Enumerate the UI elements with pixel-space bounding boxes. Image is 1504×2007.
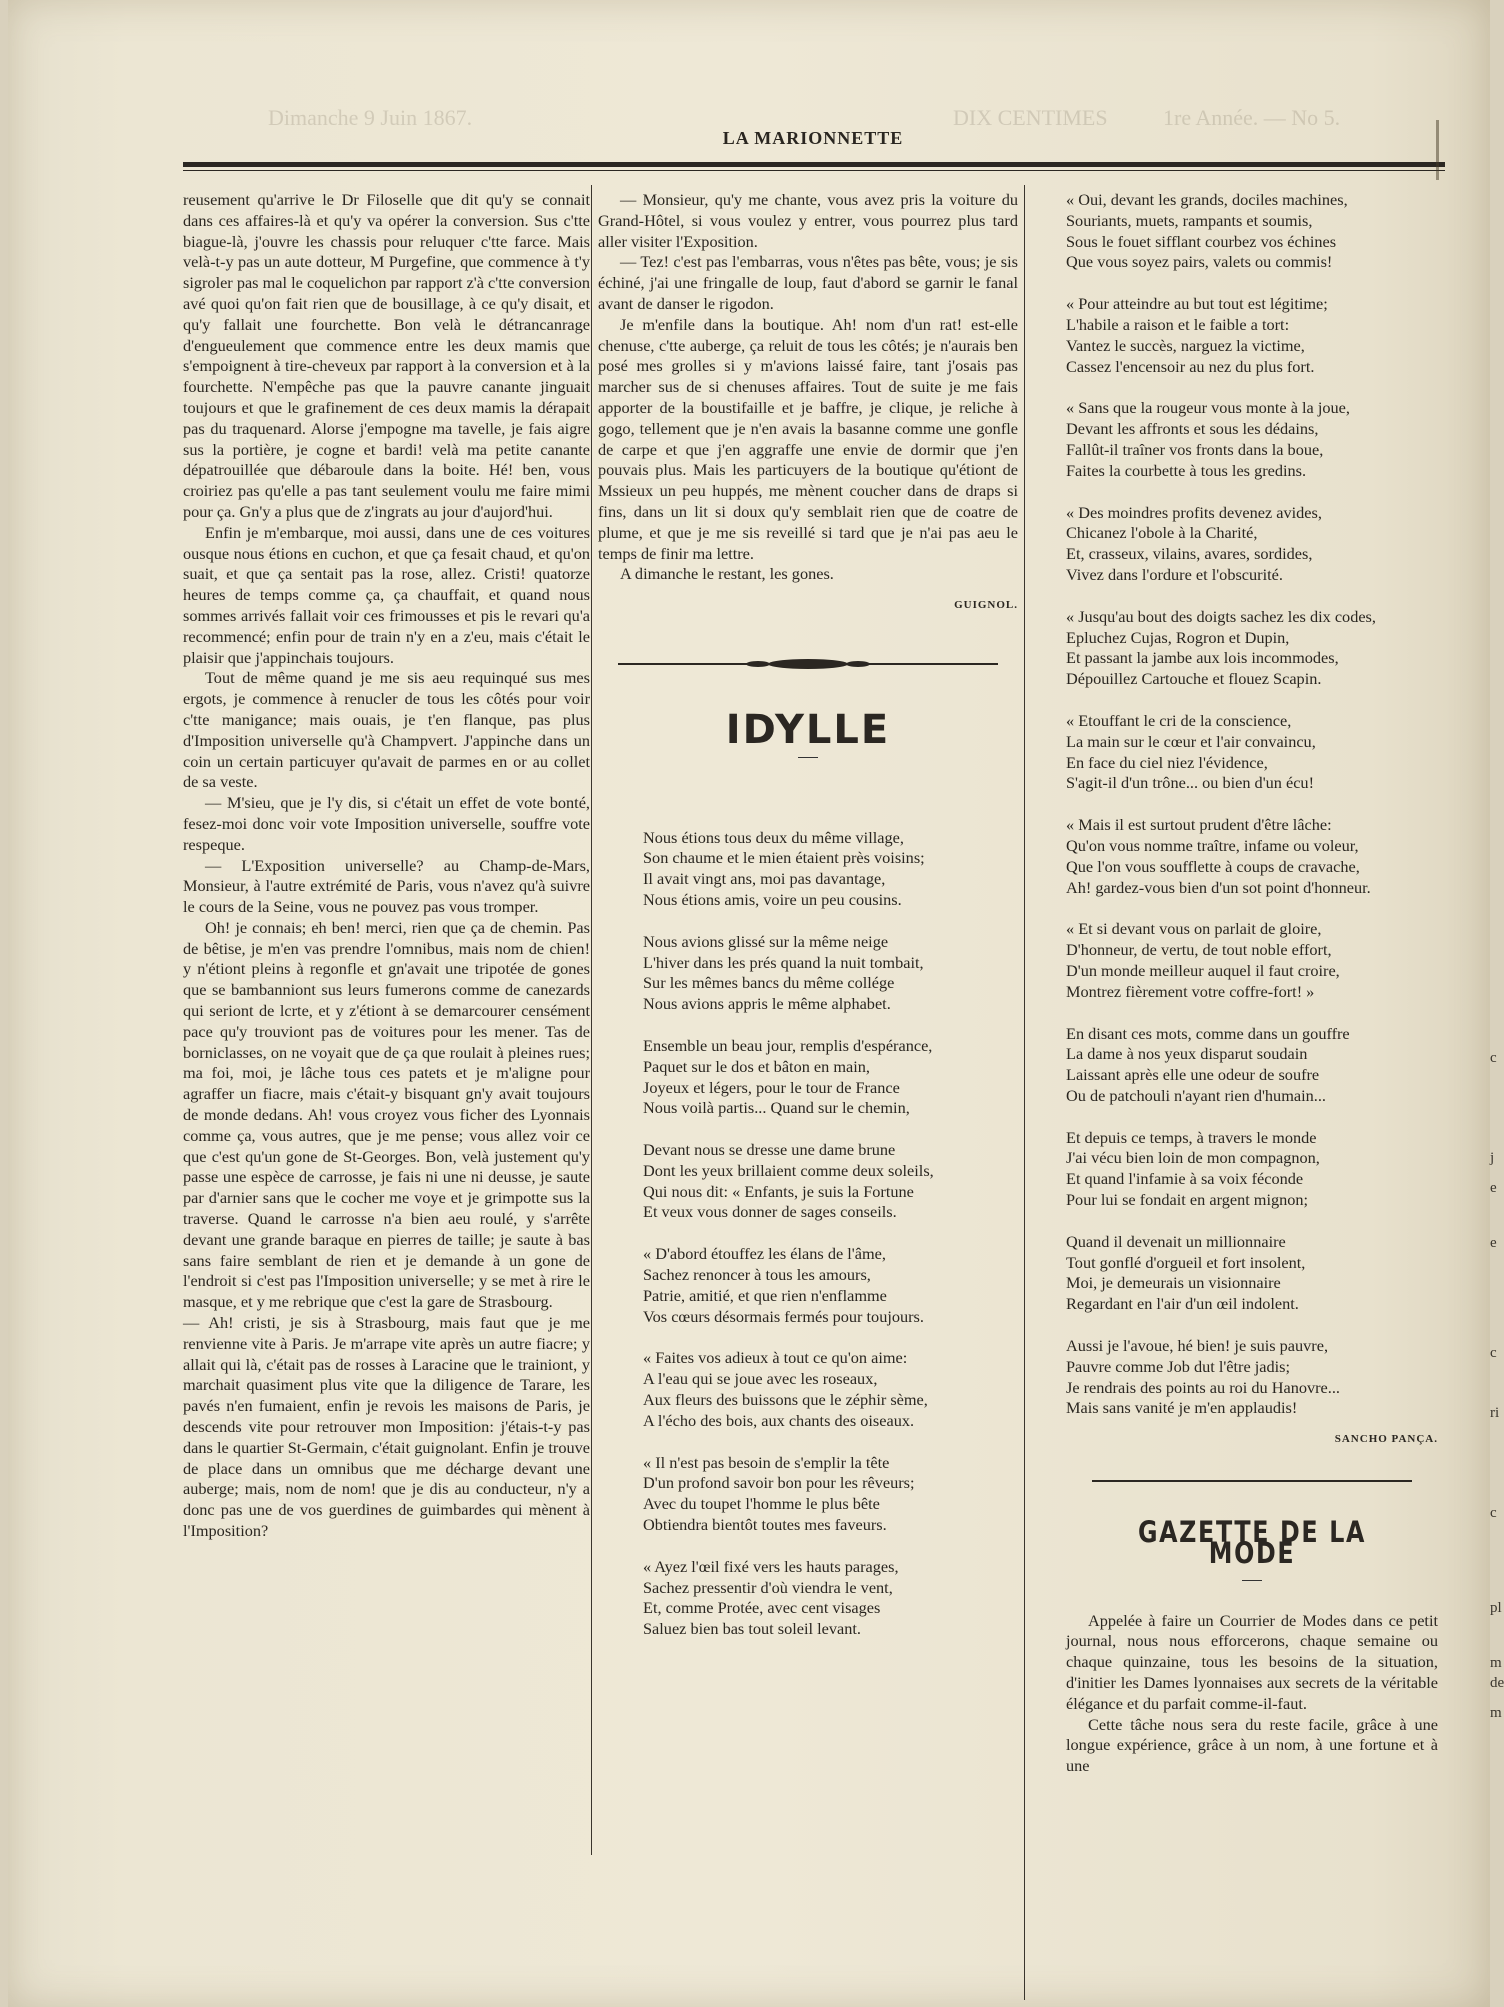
stanza [643, 1453, 1018, 1536]
verse-line: Ah! gardez-vous bien d'un sot point d'honneur. [1066, 877, 1371, 897]
verse-line: Et, crasseux, vilains, avares, sordides, [1066, 544, 1313, 564]
verse-line: Dépouillez Cartouche et flouez Scapin. [1066, 669, 1322, 689]
header-rule [183, 162, 1445, 167]
verse-line: « Etouffant le cri de la conscience, [1066, 710, 1292, 730]
stanza [643, 1348, 1018, 1431]
verse-line: Nous avions glissé sur la même neige [643, 931, 889, 951]
stanza [1066, 294, 1438, 377]
poem-continuation [1066, 190, 1438, 1419]
verse-line: « Des moindres profits devenez avides, [1066, 502, 1322, 522]
verse-line: Son chaume et le mien étaient près voisins; [643, 848, 925, 868]
verse-line: Fallût-il traîner vos fronts dans la boue, [1066, 439, 1324, 459]
paragraph: Tout de même quand je me sis aeu requinqué sus mes ergots, je commence à renucler de tous les côtés pour voir c'tte manigance; mais ouais, je t'en flanque, pas plus d'Imposition universelle qu'à Champvert. J'appinche dans un coin un certain particuyer qu'avait de parmes en or au collet de sa veste. [183, 668, 590, 792]
verse-line: A l'eau qui se joue avec les roseaux, [643, 1369, 878, 1389]
verse-line: Paquet sur le dos et bâton en main, [643, 1056, 870, 1076]
show-through-price: DIX CENTIMES [953, 105, 1108, 130]
poem-title: IDYLLE [725, 706, 891, 753]
verse-line: Que vous soyez pairs, valets ou commis! [1066, 252, 1333, 272]
verse-line: Devant les affronts et sous les dédains, [1066, 419, 1319, 439]
signature-guignol: GUIGNOL. [954, 599, 1018, 612]
verse-line: « Ayez l'œil fixé vers les hauts parages, [643, 1556, 899, 1576]
verse-line: Mais sans vanité je m'en applaudis! [1066, 1398, 1298, 1418]
adjacent-page-letter: c [1490, 1050, 1497, 1066]
verse-line: Epluchez Cujas, Rogron et Dupin, [1066, 627, 1290, 647]
ornament-divider [598, 652, 1018, 676]
paragraph: — Ah! cristi, je sis à Strasbourg, mais faut que je me renvienne vite à Paris. Je m'arrape vite après un autre fiacre; y allait qui là, c'était pas de rosses à Laracine que le trainiont, y marchait quasiment plus vite que la diligence de Tarare, les pavés n'en fumaient, enfin je revois les maisons de Paris, je descends vite pour retrouver mon Imposition: j'étais-t-y pas dans le quartier St-Germain, c'était guignolant. Enfin je trouve de place dans un omnibus que me décharge devant une auberge; mais, nom de nom! que je dis au conducteur, n'y a donc pas une de vos guerdines de guimbardes qui mènent à l'Imposition? [183, 1313, 590, 1540]
verse-line: Regardant en l'air d'un œil indolent. [1066, 1294, 1299, 1314]
stanza [643, 1036, 1018, 1119]
adjacent-page-letter: m [1490, 1655, 1502, 1671]
adjacent-page-letter: c [1490, 1505, 1497, 1521]
signature-sancho-panca: SANCHO PANÇA. [1334, 1433, 1438, 1446]
verse-line: Pauvre comme Job dut l'être jadis; [1066, 1356, 1291, 1376]
verse-line: Et depuis ce temps, à travers le monde [1066, 1127, 1317, 1147]
verse-line: « Faites vos adieux à tout ce qu'on aime: [643, 1348, 908, 1368]
show-through-issue: 1re Année. — No 5. [1163, 105, 1341, 130]
verse-line: Vos cœurs désormais fermés pour toujours. [643, 1306, 924, 1326]
header-rule-thin [183, 170, 1445, 171]
adjacent-page-letter: m [1490, 1705, 1502, 1721]
verse-line: Tout gonflé d'orgueil et fort insolent, [1066, 1252, 1306, 1272]
verse-line: Laissant après elle une odeur de soufre [1066, 1065, 1320, 1085]
verse-line: Sur les mêmes bancs du même collége [643, 973, 895, 993]
verse-line: L'hiver dans les prés quand la nuit tombait, [643, 952, 924, 972]
verse-line: En face du ciel niez l'évidence, [1066, 752, 1268, 772]
title-dash [798, 757, 818, 758]
poem-idylle [598, 828, 1018, 1641]
verse-line: D'honneur, de vertu, de tout noble effort, [1066, 940, 1332, 960]
stanza [643, 828, 1018, 911]
verse-line: Et veux vous donner de sages conseils. [643, 1202, 897, 1222]
paragraph: — Tez! c'est pas l'embarras, vous n'êtes pas bête, vous; je sis échiné, j'ai une fringalle de loup, faut d'abord se garnir le fanal avant de danser le rigodon. [598, 252, 1018, 313]
verse-line: Avec du toupet l'homme le plus bête [643, 1494, 880, 1514]
verse-line: Ou de patchouli n'ayant rien d'humain... [1066, 1085, 1326, 1105]
adjacent-page-letter: e [1490, 1235, 1497, 1251]
verse-line: Obtiendra bientôt toutes mes faveurs. [643, 1515, 887, 1535]
paragraph: Je m'enfile dans la boutique. Ah! nom d'un rat! est-elle chenuse, c'tte auberge, ça reluit de tous les côtés; je n'aurais ben posé mes grolles si y m'avions laissé faire, tant j'osais pas marcher sus de si chenuses affaires. Tout de suite je me fais apporter de la boustifaille et je baffre, je clique, je reliche à gogo, tellement que je n'en avais la basanne comme une gonfle de carpe et que j'en aggraffe une envie de dormir que j'en pouvais plus. Mais les particuyers de la boutique qu'étiont de Mssieux un peu huppés, me mènent coucher dans de draps si fins, dans un lit si doux qu'y semblait rien que de coatre de plume, et que je me sis reveillé si tard que je n'ai pas aeu le temps de finir ma lettre. [598, 314, 1018, 563]
stanza [1066, 1128, 1438, 1211]
stanza [1066, 607, 1438, 690]
stanza [1066, 1232, 1438, 1315]
verse-line: « Sans que la rougeur vous monte à la joue, [1066, 398, 1350, 418]
verse-line: J'ai vécu bien loin de mon compagnon, [1066, 1148, 1320, 1168]
verse-line: Vantez le succès, narguez la victime, [1066, 335, 1305, 355]
paragraph: reusement qu'arrive le Dr Filoselle que dit qu'y se connait dans ces affaires-là et qu'y va opérer la conversion. Sus c'tte biague-là, j'ouvre les chassis pour reluquer c'tte farce. Mais velà-t-y pas un aute dotteur, M Purgefine, que commence à t'y sigroler pas mal le coquelichon par rapport z'à c'tte conversion avé quoi qu'on fait rien que de bousillage, à ce qu'y disait, et qu'y fallait une fourchette. Bon velà le détrancanrage d'engueulement que commence entre les deux mamis que s'empoignent à tire-cheveux par rapport à la conversion et à la fourchette. N'empêche pas que la pauvre canante jinguait toujours et que le grafinement de ces deux mamis la dérapait pas du traquenard. Alorse j'empogne ma tavelle, je fais aigre sus la portière, je cogne et bardi! velà ma petite canante dépatrouillée que débaroule dans la boite. Hé! ben, vous croiriez pas qu'elle a pas tant seulement voulu me faire mimi pour ça. Gn'y a plus que de z'ingrats au jour d'aujord'hui. [183, 190, 590, 521]
column-3 [1066, 190, 1438, 1777]
stanza [1066, 711, 1438, 794]
verse-line: Montrez fièrement votre coffre-fort! » [1066, 981, 1315, 1001]
verse-line: Et, comme Protée, avec cent visages [643, 1598, 881, 1618]
verse-line: Vivez dans l'ordure et l'obscurité. [1066, 564, 1283, 584]
page-edge-mark [1436, 120, 1439, 180]
verse-line: Il avait vingt ans, moi pas davantage, [643, 869, 886, 889]
verse-line: Nous voilà partis... Quand sur le chemin, [643, 1098, 910, 1118]
verse-line: « Oui, devant les grands, dociles machines, [1066, 190, 1348, 209]
stanza [1066, 919, 1438, 1002]
paragraph: — L'Exposition universelle? au Champ-de-Mars, Monsieur, à l'autre extrémité de Paris, vous n'avez qu'à suivre le cours de la Seine, vous ne pouvez pas vous tromper. [183, 855, 590, 917]
stanza [1066, 1336, 1438, 1419]
verse-line: Qu'on vous nomme traître, infame ou voleur, [1066, 835, 1359, 855]
column-divider [591, 185, 592, 1855]
adjacent-page-letter: de [1490, 1675, 1504, 1691]
stanza [1066, 815, 1438, 898]
verse-line: Sous le fouet sifflant courbez vos échines [1066, 231, 1337, 251]
verse-line: Nous étions tous deux du même village, [643, 827, 904, 847]
verse-line: Joyeux et légers, pour le tour de France [643, 1077, 900, 1097]
gazette-body [1066, 1611, 1438, 1777]
verse-line: Quand il devenait un millionnaire [1066, 1231, 1286, 1251]
verse-line: Patrie, amitié, et que rien n'enflamme [643, 1285, 887, 1305]
adjacent-page-letter: e [1490, 1180, 1497, 1196]
verse-line: En disant ces mots, comme dans un gouffre [1066, 1023, 1350, 1043]
paragraph: Enfin je m'embarque, moi aussi, dans une de ces voitures ousque nous étions en cuchon, et que ça fesait chaud, et qu'on suait, et que ça sentait pas la rose, allez. Cristi! quatorze heures de temps comme ça, ça chauffait, et quand nous sommes arrivés fallait voir ces frimousses et pis le revari qu'a recommencé; enfin pour de train n'y en a z'eu, mais c'était le plaisir que j'appinchais toujours. [183, 522, 590, 667]
title-dash [1242, 1580, 1262, 1581]
verse-line: La main sur le cœur et l'air convaincu, [1066, 731, 1316, 751]
verse-line: Devant nous se dresse une dame brune [643, 1140, 896, 1160]
verse-line: Souriants, muets, rampants et soumis, [1066, 210, 1313, 230]
verse-line: Et quand l'infamie à sa voix féconde [1066, 1169, 1304, 1189]
stanza [1066, 398, 1438, 481]
verse-line: Moi, je demeurais un visionnaire [1066, 1273, 1281, 1293]
paragraph: — M'sieu, que je l'y dis, si c'était un effet de vote bonté, fesez-moi donc voir vote Imposition universelle, souffre vote respeque. [183, 793, 590, 854]
verse-line: Je rendrais des points au roi du Hanovre... [1066, 1377, 1340, 1397]
verse-line: « Mais il est surtout prudent d'être lâche: [1066, 815, 1332, 835]
verse-line: D'un profond savoir bon pour les rêveurs; [643, 1473, 915, 1493]
verse-line: Dont les yeux brillaient comme deux soleils, [643, 1160, 934, 1180]
masthead-title: LA MARIONNETTE [722, 128, 904, 148]
verse-line: D'un monde meilleur auquel il faut croire, [1066, 960, 1340, 980]
verse-line: « Il n'est pas besoin de s'emplir la tête [643, 1452, 890, 1472]
verse-line: Chicanez l'obole à la Charité, [1066, 523, 1258, 543]
verse-line: Aussi je l'avoue, hé bien! je suis pauvre, [1066, 1336, 1329, 1356]
paragraph: Appelée à faire un Courrier de Modes dans ce petit journal, nous nous efforcerons, chaque semaine ou chaque quinzaine, tous les besoins de la situation, d'initier les Dames lyonnaises aux secrets de la véritable élégance et du parfait comme-il-faut. [1066, 1610, 1438, 1713]
section-rule [1092, 1480, 1412, 1482]
verse-line: S'agit-il d'un trône... ou bien d'un écu! [1066, 773, 1314, 793]
column-2 [598, 190, 1018, 1661]
stanza [643, 1557, 1018, 1640]
verse-line: « Jusqu'au bout des doigts sachez les dix codes, [1066, 606, 1376, 626]
verse-line: Aux fleurs des buissons que le zéphir sème, [643, 1390, 928, 1410]
verse-line: Que l'on vous soufflette à coups de cravache, [1066, 856, 1360, 876]
verse-line: Sachez pressentir d'où viendra le vent, [643, 1577, 893, 1597]
column-divider [1024, 185, 1025, 2000]
paragraph: — Monsieur, qu'y me chante, vous avez pris la voiture du Grand-Hôtel, si vous voulez y entrer, vous pourrez plus tard aller visiter l'Exposition. [598, 190, 1018, 251]
verse-line: Pour lui se fondait en argent mignon; [1066, 1190, 1309, 1210]
stanza [643, 1244, 1018, 1327]
verse-line: Nous avions appris le même alphabet. [643, 994, 891, 1014]
verse-line: A l'écho des bois, aux chants des oiseaux. [643, 1410, 915, 1430]
newspaper-page [8, 0, 1504, 2007]
adjacent-page-letter: ri [1490, 1405, 1500, 1421]
verse-line: Saluez bien bas tout soleil levant. [643, 1619, 861, 1639]
adjacent-page-letter: c [1490, 1345, 1497, 1361]
stanza [1066, 190, 1438, 273]
stanza [1066, 503, 1438, 586]
verse-line: « D'abord étouffez les élans de l'âme, [643, 1244, 886, 1264]
verse-line: Faites la courbette à tous les gredins. [1066, 460, 1307, 480]
verse-line: Sachez renoncer à tous les amours, [643, 1265, 871, 1285]
stanza [643, 1140, 1018, 1223]
stanza [1066, 1024, 1438, 1107]
paragraph: Cette tâche nous sera du reste facile, grâce à une longue expérience, grâce à un nom, à une fortune et à une [1066, 1714, 1438, 1776]
adjacent-page-letter: j [1490, 1150, 1495, 1166]
column-1 [183, 190, 590, 1542]
paragraph: Oh! je connais; eh ben! merci, rien que ça de chemin. Pas de bêtise, je m'en vas prendre l'omnibus, mais nom de chien! y n'étiont pleins à regonfle et gn'avait une tripotée de gones que se bambanniont sus leurs fumerons comme de canezards qui seriont de lcrte, et y z'étiont à se demarcourer censément pace qu'y trouviont pas de voitures pour les mener. Tas de borniclasses, on ne voyait que de ça que roulait à pleines rues; ma foi, moi, je lâche tous ces patets et je m'aligne pour agraffer un fiacre, mais c'était-y bisquant gn'y avait toujours de monde dedans. Ah! vous croyez vous ficher des Lyonnais comme ça, vous autres, que je me pense; vous allez voir ce que c'est qu'un gone de St-Georges. Bon, velà justement qu'y passe une espèce de carrosse, je fais ni une ni deusse, je saute par d'arnier sans que le cocher me voye et je grimpotte sus la traverse. Quand le carrosse n'a bien aeu roulé, y s'arrête devant une grande baraque en pierres de taille; je saute à bas sans faire semblant de rien et je demande à un gone de l'endroit si c'est pas l'Imposition universelle; y se met à rire le masque, et y me rebrique que c'est la gare de Strasbourg. [183, 917, 590, 1312]
verse-line: Ensemble un beau jour, remplis d'espérance, [643, 1035, 933, 1055]
verse-line: Nous étions amis, voire un peu cousins. [643, 889, 902, 909]
verse-line: Et passant la jambe aux lois incommodes, [1066, 648, 1339, 668]
verse-line: Cassez l'encensoir au nez du plus fort. [1066, 356, 1315, 376]
verse-line: L'habile a raison et le faible a tort: [1066, 314, 1290, 334]
paragraph: A dimanche le restant, les gones. [620, 564, 834, 584]
verse-line: La dame à nos yeux disparut soudain [1066, 1044, 1308, 1064]
gazette-title: GAZETTE DE LA MODE [1137, 1515, 1367, 1570]
stanza [643, 932, 1018, 1015]
verse-line: Qui nous dit: « Enfants, je suis la Fortune [643, 1181, 914, 1201]
verse-line: « Pour atteindre au but tout est légitime; [1066, 294, 1328, 314]
verse-line: « Et si devant vous on parlait de gloire, [1066, 919, 1322, 939]
adjacent-page-letter: pl [1490, 1600, 1502, 1616]
show-through-date: Dimanche 9 Juin 1867. [268, 105, 473, 130]
